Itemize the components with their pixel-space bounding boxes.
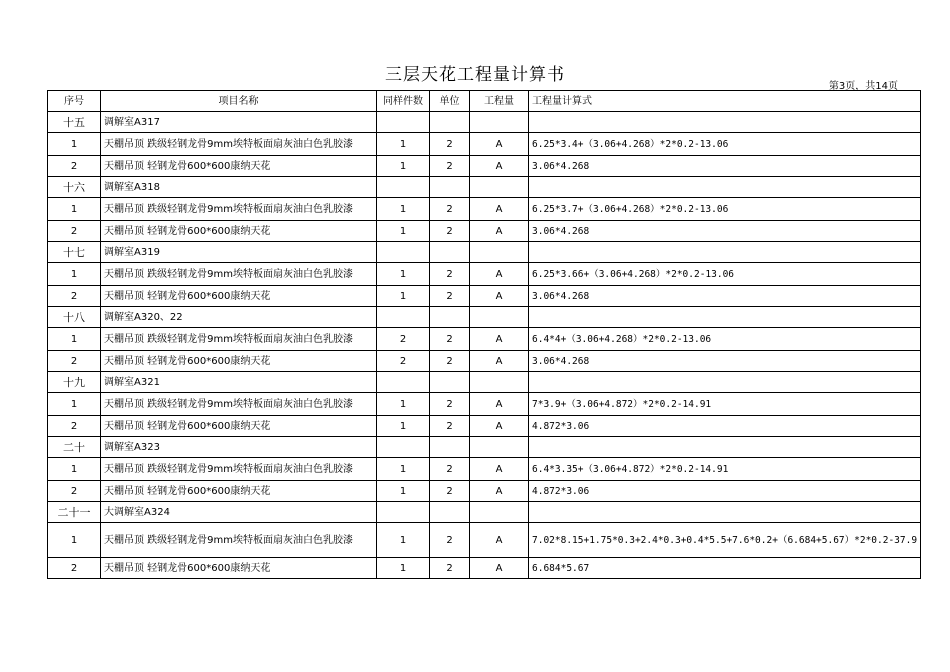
- table-row: [48, 481, 921, 502]
- item-count: 1: [377, 481, 430, 502]
- section-name: 调解室A318: [101, 177, 377, 198]
- empty-cell: [529, 502, 921, 523]
- item-formula: 6.4*4+（3.06+4.268）*2*0.2-13.06: [529, 328, 921, 351]
- item-formula: 3.06*4.268: [529, 286, 921, 307]
- empty-cell: [430, 242, 470, 263]
- item-count: 1: [377, 286, 430, 307]
- item-name: 天棚吊顶 轻钢龙骨600*600康纳天花: [101, 481, 377, 502]
- item-unit: 2: [430, 458, 470, 481]
- empty-cell: [470, 502, 529, 523]
- header-cell-qty: 工程量: [470, 91, 529, 112]
- table-row: [48, 416, 921, 437]
- section-number: 十六: [48, 177, 101, 198]
- empty-cell: [430, 177, 470, 198]
- header-cell-unit: 单位: [430, 91, 470, 112]
- header-row: [48, 91, 921, 112]
- item-name: 天棚吊顶 轻钢龙骨600*600康纳天花: [101, 351, 377, 372]
- empty-cell: [529, 177, 921, 198]
- row-number: 2: [48, 481, 101, 502]
- item-qty: A: [470, 523, 529, 558]
- item-qty: A: [470, 156, 529, 177]
- item-name: 天棚吊顶 跌级轻钢龙骨9mm埃特板面扇灰油白色乳胶漆: [101, 133, 377, 156]
- section-row: [48, 437, 921, 458]
- item-count: 1: [377, 523, 430, 558]
- empty-cell: [377, 502, 430, 523]
- item-formula: 6.25*3.7+（3.06+4.268）*2*0.2-13.06: [529, 198, 921, 221]
- item-qty: A: [470, 558, 529, 579]
- section-number: 二十: [48, 437, 101, 458]
- item-qty: A: [470, 351, 529, 372]
- item-qty: A: [470, 328, 529, 351]
- item-unit: 2: [430, 351, 470, 372]
- table-row: [48, 156, 921, 177]
- item-qty: A: [470, 393, 529, 416]
- row-number: 2: [48, 416, 101, 437]
- row-number: 2: [48, 351, 101, 372]
- table-row: [48, 328, 921, 351]
- empty-cell: [529, 437, 921, 458]
- section-number: 十九: [48, 372, 101, 393]
- item-name: 天棚吊顶 跌级轻钢龙骨9mm埃特板面扇灰油白色乳胶漆: [101, 198, 377, 221]
- item-qty: A: [470, 458, 529, 481]
- item-unit: 2: [430, 133, 470, 156]
- item-formula: 7*3.9+（3.06+4.872）*2*0.2-14.91: [529, 393, 921, 416]
- empty-cell: [430, 437, 470, 458]
- empty-cell: [377, 112, 430, 133]
- item-qty: A: [470, 221, 529, 242]
- empty-cell: [377, 437, 430, 458]
- table-row: [48, 286, 921, 307]
- row-number: 1: [48, 263, 101, 286]
- empty-cell: [430, 502, 470, 523]
- row-number: 2: [48, 558, 101, 579]
- item-formula: 6.25*3.66+（3.06+4.268）*2*0.2-13.06: [529, 263, 921, 286]
- section-number: 十八: [48, 307, 101, 328]
- table-row: [48, 198, 921, 221]
- item-unit: 2: [430, 481, 470, 502]
- section-number: 二十一: [48, 502, 101, 523]
- row-number: 2: [48, 221, 101, 242]
- item-qty: A: [470, 133, 529, 156]
- item-formula: 6.684*5.67: [529, 558, 921, 579]
- item-qty: A: [470, 263, 529, 286]
- item-formula: 4.872*3.06: [529, 416, 921, 437]
- item-unit: 2: [430, 523, 470, 558]
- item-count: 1: [377, 198, 430, 221]
- item-name: 天棚吊顶 跌级轻钢龙骨9mm埃特板面扇灰油白色乳胶漆: [101, 458, 377, 481]
- row-number: 1: [48, 523, 101, 558]
- item-unit: 2: [430, 198, 470, 221]
- item-unit: 2: [430, 393, 470, 416]
- table-row: [48, 558, 921, 579]
- table-row: [48, 523, 921, 558]
- item-count: 1: [377, 558, 430, 579]
- item-unit: 2: [430, 328, 470, 351]
- row-number: 1: [48, 198, 101, 221]
- empty-cell: [529, 307, 921, 328]
- section-row: [48, 177, 921, 198]
- empty-cell: [377, 242, 430, 263]
- header-cell-no: 序号: [48, 91, 101, 112]
- section-name: 调解室A323: [101, 437, 377, 458]
- item-count: 2: [377, 351, 430, 372]
- item-name: 天棚吊顶 轻钢龙骨600*600康纳天花: [101, 156, 377, 177]
- empty-cell: [470, 437, 529, 458]
- sheet-title: 三层天花工程量计算书: [385, 65, 565, 85]
- item-formula: 3.06*4.268: [529, 221, 921, 242]
- empty-cell: [377, 177, 430, 198]
- section-number: 十七: [48, 242, 101, 263]
- item-count: 1: [377, 263, 430, 286]
- item-formula: 7.02*8.15+1.75*0.3+2.4*0.3+0.4*5.5+7.6*0.2+（6.684+5.67）*2*0.2-37.9: [529, 523, 921, 558]
- empty-cell: [470, 372, 529, 393]
- empty-cell: [430, 112, 470, 133]
- section-row: [48, 372, 921, 393]
- table-row: [48, 133, 921, 156]
- empty-cell: [377, 307, 430, 328]
- item-name: 天棚吊顶 轻钢龙骨600*600康纳天花: [101, 558, 377, 579]
- table-row: [48, 351, 921, 372]
- row-number: 1: [48, 458, 101, 481]
- table-row: [48, 263, 921, 286]
- item-qty: A: [470, 416, 529, 437]
- item-formula: 6.25*3.4+（3.06+4.268）*2*0.2-13.06: [529, 133, 921, 156]
- item-count: 1: [377, 393, 430, 416]
- item-count: 1: [377, 156, 430, 177]
- item-name: 天棚吊顶 跌级轻钢龙骨9mm埃特板面扇灰油白色乳胶漆: [101, 393, 377, 416]
- empty-cell: [470, 112, 529, 133]
- item-qty: A: [470, 286, 529, 307]
- section-row: [48, 242, 921, 263]
- empty-cell: [377, 372, 430, 393]
- item-count: 1: [377, 133, 430, 156]
- table-row: [48, 393, 921, 416]
- table-row: [48, 458, 921, 481]
- item-count: 1: [377, 458, 430, 481]
- empty-cell: [430, 307, 470, 328]
- item-count: 2: [377, 328, 430, 351]
- section-name: 调解室A321: [101, 372, 377, 393]
- item-unit: 2: [430, 286, 470, 307]
- item-unit: 2: [430, 558, 470, 579]
- header-cell-count: 同样件数: [377, 91, 430, 112]
- item-count: 1: [377, 221, 430, 242]
- item-unit: 2: [430, 221, 470, 242]
- item-name: 天棚吊顶 轻钢龙骨600*600康纳天花: [101, 221, 377, 242]
- section-row: [48, 307, 921, 328]
- empty-cell: [470, 307, 529, 328]
- section-number: 十五: [48, 112, 101, 133]
- item-qty: A: [470, 481, 529, 502]
- section-name: 调解室A319: [101, 242, 377, 263]
- header-cell-formula: 工程量计算式: [529, 91, 921, 112]
- item-unit: 2: [430, 263, 470, 286]
- section-row: [48, 112, 921, 133]
- item-name: 天棚吊顶 跌级轻钢龙骨9mm埃特板面扇灰油白色乳胶漆: [101, 523, 377, 558]
- row-number: 1: [48, 133, 101, 156]
- empty-cell: [470, 177, 529, 198]
- table-row: [48, 221, 921, 242]
- row-number: 2: [48, 286, 101, 307]
- empty-cell: [529, 242, 921, 263]
- row-number: 2: [48, 156, 101, 177]
- section-name: 调解室A317: [101, 112, 377, 133]
- item-name: 天棚吊顶 轻钢龙骨600*600康纳天花: [101, 286, 377, 307]
- item-name: 天棚吊顶 轻钢龙骨600*600康纳天花: [101, 416, 377, 437]
- empty-cell: [430, 372, 470, 393]
- item-unit: 2: [430, 156, 470, 177]
- row-number: 1: [48, 393, 101, 416]
- section-name: 大调解室A324: [101, 502, 377, 523]
- section-name: 调解室A320、22: [101, 307, 377, 328]
- page-indicator: 第3页，共14页: [828, 81, 898, 92]
- item-formula: 6.4*3.35+（3.06+4.872）*2*0.2-14.91: [529, 458, 921, 481]
- item-formula: 3.06*4.268: [529, 156, 921, 177]
- row-number: 1: [48, 328, 101, 351]
- empty-cell: [470, 242, 529, 263]
- empty-cell: [529, 112, 921, 133]
- header-cell-name: 项目名称: [101, 91, 377, 112]
- item-name: 天棚吊顶 跌级轻钢龙骨9mm埃特板面扇灰油白色乳胶漆: [101, 263, 377, 286]
- item-count: 1: [377, 416, 430, 437]
- quantity-table: [47, 90, 921, 579]
- item-unit: 2: [430, 416, 470, 437]
- item-name: 天棚吊顶 跌级轻钢龙骨9mm埃特板面扇灰油白色乳胶漆: [101, 328, 377, 351]
- section-row: [48, 502, 921, 523]
- item-formula: 3.06*4.268: [529, 351, 921, 372]
- item-formula: 4.872*3.06: [529, 481, 921, 502]
- empty-cell: [529, 372, 921, 393]
- item-qty: A: [470, 198, 529, 221]
